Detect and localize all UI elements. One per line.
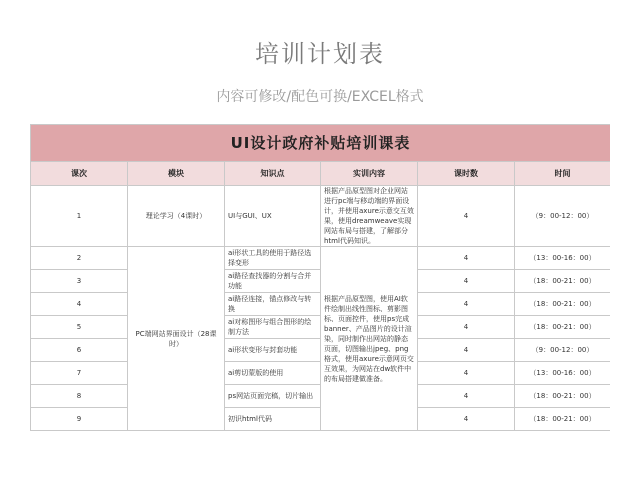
knowledge-point: ai剪切蒙版的使用 bbox=[225, 362, 321, 385]
lesson-hours: 4 bbox=[418, 408, 515, 431]
header-hours: 课时数 bbox=[418, 162, 515, 186]
header-lesson: 课次 bbox=[31, 162, 128, 186]
header-knowledge: 知识点 bbox=[225, 162, 321, 186]
table-row bbox=[31, 385, 611, 408]
lesson-hours: 4 bbox=[418, 362, 515, 385]
table-row bbox=[31, 270, 611, 293]
lesson-hours: 4 bbox=[418, 186, 515, 247]
table-row bbox=[31, 247, 611, 270]
lesson-number: 8 bbox=[31, 385, 128, 408]
header-practice: 实训内容 bbox=[321, 162, 418, 186]
lesson-hours: 4 bbox=[418, 293, 515, 316]
table-row bbox=[31, 408, 611, 431]
module-cell: 理论学习（4课时） bbox=[128, 186, 225, 247]
knowledge-point: ai形状工具的使用于路径选择变形 bbox=[225, 247, 321, 270]
knowledge-point: ai路径查找器的分割与合并功能 bbox=[225, 270, 321, 293]
knowledge-point: 初识html代码 bbox=[225, 408, 321, 431]
lesson-time: （18：00-21：00） bbox=[515, 270, 611, 293]
lesson-number: 2 bbox=[31, 247, 128, 270]
table-header-row bbox=[31, 162, 611, 186]
table-banner-row bbox=[31, 125, 611, 162]
lesson-number: 6 bbox=[31, 339, 128, 362]
table-row bbox=[31, 316, 611, 339]
module-cell: PC端网站界面设计（28课时） bbox=[128, 247, 225, 431]
table-row bbox=[31, 293, 611, 316]
table-row bbox=[31, 186, 611, 247]
lesson-number: 1 bbox=[31, 186, 128, 247]
lesson-number: 4 bbox=[31, 293, 128, 316]
lesson-hours: 4 bbox=[418, 316, 515, 339]
table-row bbox=[31, 362, 611, 385]
knowledge-point: ps网站页面完稿，切片输出 bbox=[225, 385, 321, 408]
page-title: 培训计划表 bbox=[255, 40, 385, 68]
lesson-number: 3 bbox=[31, 270, 128, 293]
lesson-time: （18：00-21：00） bbox=[515, 293, 611, 316]
header-time: 时间 bbox=[515, 162, 611, 186]
lesson-time: （9：00-12：00） bbox=[515, 186, 611, 247]
lesson-hours: 4 bbox=[418, 385, 515, 408]
table-banner: UI设计政府补贴培训课表 bbox=[31, 125, 611, 162]
lesson-hours: 4 bbox=[418, 270, 515, 293]
schedule-table bbox=[30, 124, 610, 431]
practice-content: 根据产品原型图，使用AI软件绘制出线性图标、剪影图标、页面控件，使用ps完成banner、产品图片的设计渲染，同时制作出网站的静态页面，切图输出jpeg、png格式，使用axure示意网页交互效果，为网站在dw软件中的布局搭建做准备。 bbox=[321, 247, 418, 431]
lesson-hours: 4 bbox=[418, 247, 515, 270]
lesson-time: （13：00-16：00） bbox=[515, 362, 611, 385]
table-row bbox=[31, 339, 611, 362]
lesson-time: （9：00-12：00） bbox=[515, 339, 611, 362]
practice-content: 根据产品原型图对企业网站进行pc端与移动端的界面设计，并使用axure示意交互效果，使用dreamweave实现网站布局与搭建，了解部分html代码知识。 bbox=[321, 186, 418, 247]
header-module: 模块 bbox=[128, 162, 225, 186]
knowledge-point: UI与GUI、UX bbox=[225, 186, 321, 247]
lesson-time: （18：00-21：00） bbox=[515, 385, 611, 408]
lesson-number: 5 bbox=[31, 316, 128, 339]
knowledge-point: ai对称图形与组合图形的绘制方法 bbox=[225, 316, 321, 339]
page-subtitle: 内容可修改/配色可换/EXCEL格式 bbox=[216, 89, 424, 105]
lesson-time: （13：00-16：00） bbox=[515, 247, 611, 270]
knowledge-point: ai路径连接，锚点修改与转换 bbox=[225, 293, 321, 316]
knowledge-point: ai形状变形与封套功能 bbox=[225, 339, 321, 362]
lesson-number: 9 bbox=[31, 408, 128, 431]
lesson-number: 7 bbox=[31, 362, 128, 385]
lesson-hours: 4 bbox=[418, 339, 515, 362]
lesson-time: （18：00-21：00） bbox=[515, 408, 611, 431]
lesson-time: （18：00-21：00） bbox=[515, 316, 611, 339]
schedule-sheet bbox=[30, 124, 610, 485]
